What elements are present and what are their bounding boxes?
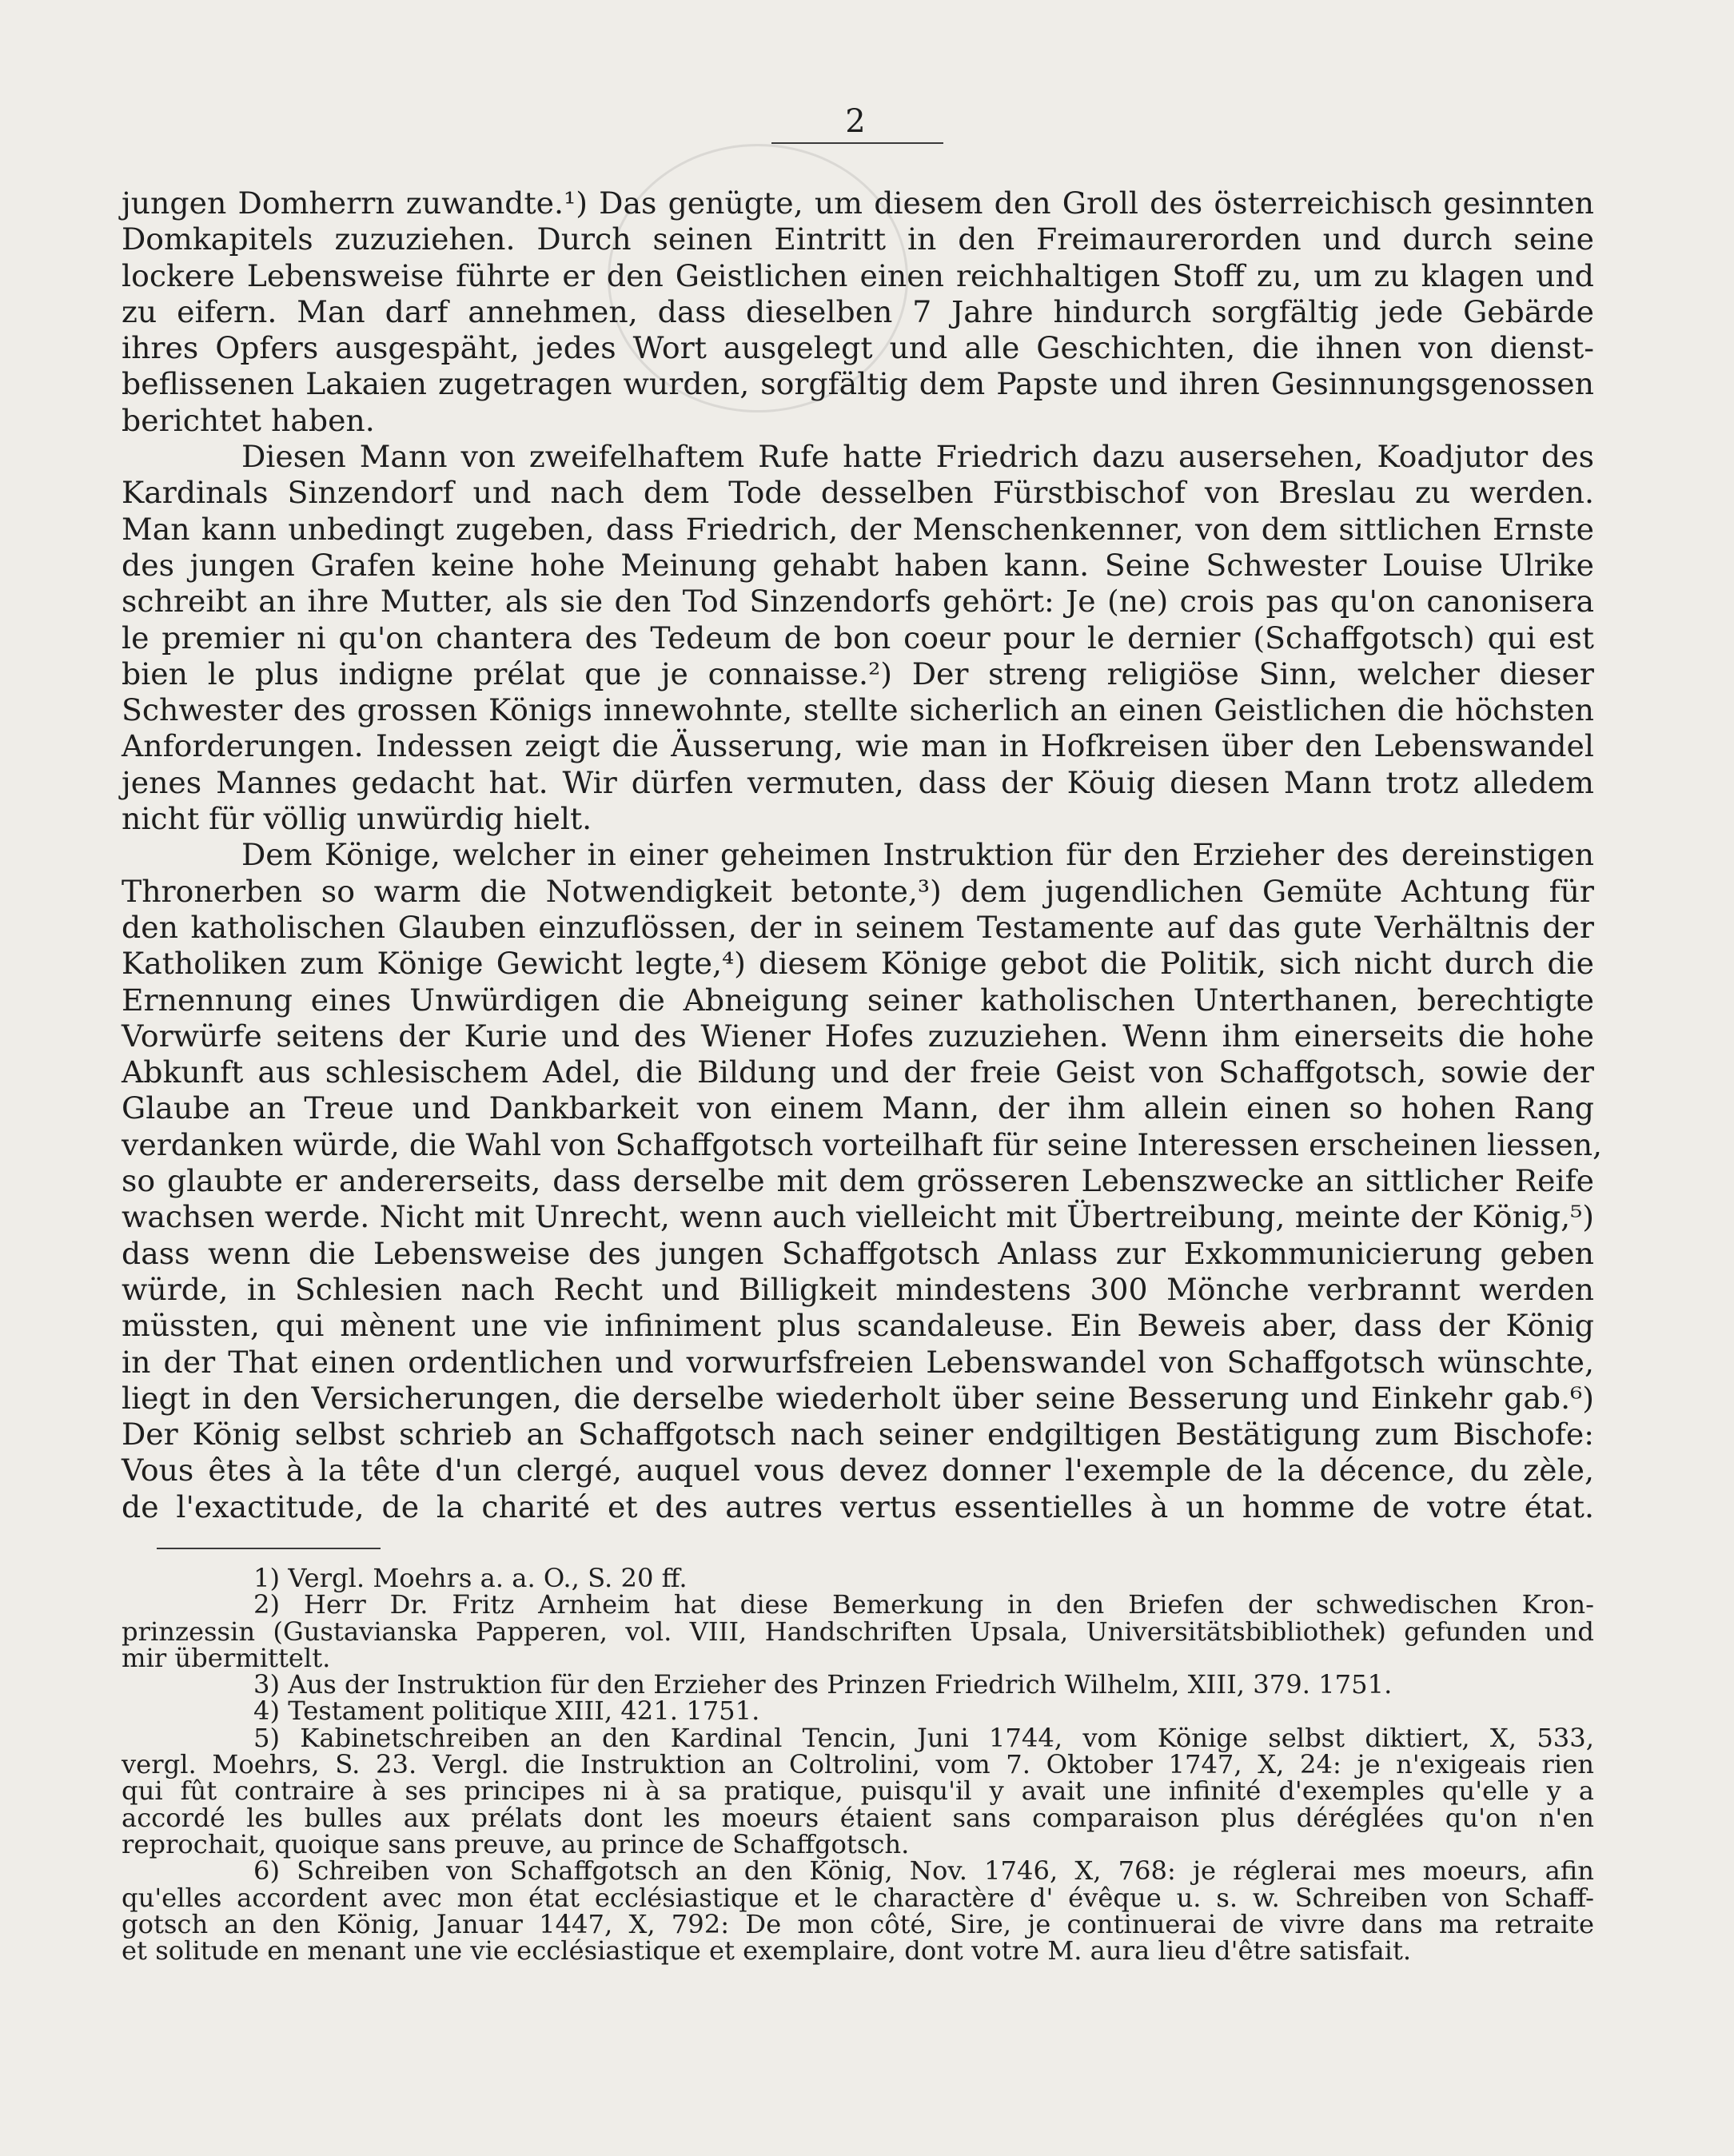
footnote-line: 5) Kabinetschreiben an den Kardinal Tencin, Juni 1744, vom Könige selbst diktiert, X, 533, bbox=[253, 1722, 1594, 1753]
footnote-line: vergl. Moehrs, S. 23. Vergl. die Instruktion an Coltrolini, vom 7. Oktober 1747, X, 24: je n'exigeais rien bbox=[122, 1749, 1594, 1780]
footnote-line: 3) Aus der Instruktion für den Erzieher des Prinzen Friedrich Wilhelm, XIII, 379. 1751. bbox=[253, 1669, 1393, 1700]
text-line: jenes Mannes gedacht hat. Wir dürfen vermuten, dass der Köuig diesen Mann trotz alledem bbox=[122, 764, 1594, 800]
text-line: Glaube an Treue und Dankbarkeit von einem Mann, der ihm allein einen so hohen Rang bbox=[122, 1090, 1594, 1126]
text-line: Vous êtes à la tête d'un clergé, auquel vous devez donner l'exemple de la décence, du zèle, bbox=[122, 1453, 1594, 1488]
text-line: Der König selbst schrieb an Schaffgotsch nach seiner endgiltigen Bestätigung zum Bischofe: bbox=[122, 1417, 1594, 1453]
footnote-line: qui fût contraire à ses principes ni à sa pratique, puisqu'il y avait une infinité d'exemples qu'elle y a bbox=[122, 1775, 1594, 1807]
text-line: den katholischen Glauben einzuflössen, der in seinem Testamente auf das gute Verhältnis der bbox=[122, 909, 1594, 945]
text-line: müssten, qui mènent une vie infiniment plus scandaleuse. Ein Beweis aber, dass der König bbox=[122, 1308, 1594, 1344]
footnote-line: 1) Vergl. Moehrs a. a. O., S. 20 ff. bbox=[253, 1563, 688, 1593]
text-line: Katholiken zum Könige Gewicht legte,⁴) diesem Könige gebot die Politik, sich nicht durch die bbox=[122, 946, 1594, 982]
text-line: jungen Domherrn zuwandte.¹) Das genügte, um diesem den Groll des österreichisch gesinnten bbox=[122, 185, 1594, 221]
footnote-line: qu'elles accordent avec mon état ecclésiastique et le charactère d' évêque u. s. w. Schreiben von Schaff- bbox=[122, 1882, 1594, 1913]
text-line: des jungen Grafen keine hohe Meinung gehabt haben kann. Seine Schwester Louise Ulrike bbox=[122, 547, 1594, 583]
text-line: Dem Könige, welcher in einer geheimen Instruktion für den Erzieher des dereinstigen bbox=[241, 837, 1594, 873]
footnote-line: accordé les bulles aux prélats dont les moeurs étaient sans comparaison plus déréglées qu'on n'en bbox=[122, 1802, 1594, 1833]
body-text bbox=[122, 185, 1603, 1525]
text-line: Schwester des grossen Königs innewohnte, stellte sicherlich an einen Geistlichen die höchsten bbox=[122, 692, 1594, 728]
footnote-line: gotsch an den König, Januar 1447, X, 792: De mon côté, Sire, je continuerai de vivre dans ma retraite bbox=[122, 1908, 1594, 1939]
text-line: berichtet haben. bbox=[122, 402, 375, 438]
text-line: bien le plus indigne prélat que je connaisse.²) Der streng religiöse Sinn, welcher dieser bbox=[122, 656, 1594, 691]
footnote-line: 6) Schreiben von Schaffgotsch an den König, Nov. 1746, X, 768: je réglerai mes moeurs, afin bbox=[253, 1855, 1594, 1887]
text-line: le premier ni qu'on chantera des Tedeum de bon coeur pour le dernier (Schaffgotsch) qui est bbox=[122, 620, 1594, 656]
text-line: ihres Opfers ausgespäht, jedes Wort ausgelegt und alle Geschichten, die ihnen von dienst- bbox=[122, 330, 1594, 366]
text-line: nicht für völlig unwürdig hielt. bbox=[122, 801, 592, 837]
text-line: beflissenen Lakaien zugetragen wurden, sorgfältig dem Papste und ihren Gesinnungsgenossen bbox=[122, 366, 1594, 402]
page-number: 2 bbox=[845, 103, 866, 140]
footnote-rule bbox=[157, 1548, 381, 1549]
text-line: wachsen werde. Nicht mit Unrecht, wenn auch vielleicht mit Übertreibung, meinte der König,⁵) bbox=[122, 1199, 1594, 1235]
text-line: so glaubte er andererseits, dass derselbe mit dem grösseren Lebenszwecke an sittlicher Reife bbox=[122, 1163, 1594, 1199]
text-line: zu eifern. Man darf annehmen, dass dieselben 7 Jahre hindurch sorgfältig jede Gebärde bbox=[122, 293, 1594, 329]
footnote-line: prinzessin (Gustavianska Papperen, vol. VIII, Handschriften Upsala, Universitätsbibliothek) gefunden und bbox=[122, 1616, 1594, 1647]
text-line: Man kann unbedingt zugeben, dass Friedrich, der Menschenkenner, von dem sittlichen Ernste bbox=[122, 511, 1594, 547]
text-line: dass wenn die Lebensweise des jungen Schaffgotsch Anlass zur Exkommunicierung geben bbox=[122, 1235, 1594, 1271]
text-line: verdanken würde, die Wahl von Schaffgotsch vorteilhaft für seine Interessen erscheinen liessen, bbox=[122, 1126, 1603, 1162]
footnote-line: mir übermittelt. bbox=[122, 1642, 331, 1673]
text-line: Vorwürfe seitens der Kurie und des Wiener Hofes zuzuziehen. Wenn ihm einerseits die hohe bbox=[122, 1018, 1594, 1054]
text-line: Anforderungen. Indessen zeigt die Äusserung, wie man in Hofkreisen über den Lebenswandel bbox=[122, 728, 1594, 764]
text-line: Abkunft aus schlesischem Adel, die Bildung und der freie Geist von Schaffgotsch, sowie der bbox=[122, 1054, 1594, 1090]
text-line: Kardinals Sinzendorf und nach dem Tode desselben Fürstbischof von Breslau zu werden. bbox=[122, 475, 1594, 511]
footnote-line: 4) Testament politique XIII, 421. 1751. bbox=[253, 1696, 760, 1727]
text-line: Ernennung eines Unwürdigen die Abneigung seiner katholischen Unterthanen, berechtigte bbox=[122, 982, 1594, 1018]
footnotes bbox=[122, 1563, 1594, 1967]
text-line: de l'exactitude, de la charité et des autres vertus essentielles à un homme de votre état. bbox=[122, 1488, 1594, 1524]
text-line: lockere Lebensweise führte er den Geistlichen einen reichhaltigen Stoff zu, um zu klagen und bbox=[122, 257, 1594, 293]
text-line: schreibt an ihre Mutter, als sie den Tod Sinzendorfs gehört: Je (ne) crois pas qu'on canonisera bbox=[122, 584, 1594, 620]
text-line: Diesen Mann von zweifelhaftem Rufe hatte Friedrich dazu ausersehen, Koadjutor des bbox=[241, 439, 1594, 475]
text-line: in der That einen ordentlichen und vorwurfsfreien Lebenswandel von Schaffgotsch wünschte, bbox=[122, 1344, 1594, 1380]
header-rule bbox=[771, 142, 943, 144]
text-line: Domkapitels zuzuziehen. Durch seinen Eintritt in den Freimaurerorden und durch seine bbox=[122, 221, 1594, 257]
footnote-line: 2) Herr Dr. Fritz Arnheim hat diese Bemerkung in den Briefen der schwedischen Kron- bbox=[253, 1589, 1594, 1620]
text-line: würde, in Schlesien nach Recht und Billigkeit mindestens 300 Mönche verbrannt werden bbox=[122, 1271, 1594, 1307]
footnote-line: et solitude en menant une vie ecclésiastique et exemplaire, dont votre M. aura lieu d'être satisfait. bbox=[122, 1935, 1412, 1967]
text-line: Thronerben so warm die Notwendigkeit betonte,³) dem jugendlichen Gemüte Achtung für bbox=[122, 873, 1594, 909]
text-line: liegt in den Versicherungen, die derselbe wiederholt über seine Besserung und Einkehr gab.⁶) bbox=[122, 1380, 1594, 1416]
footnote-line: reprochait, quoique sans preuve, au prince de Schaffgotsch. bbox=[122, 1828, 910, 1859]
